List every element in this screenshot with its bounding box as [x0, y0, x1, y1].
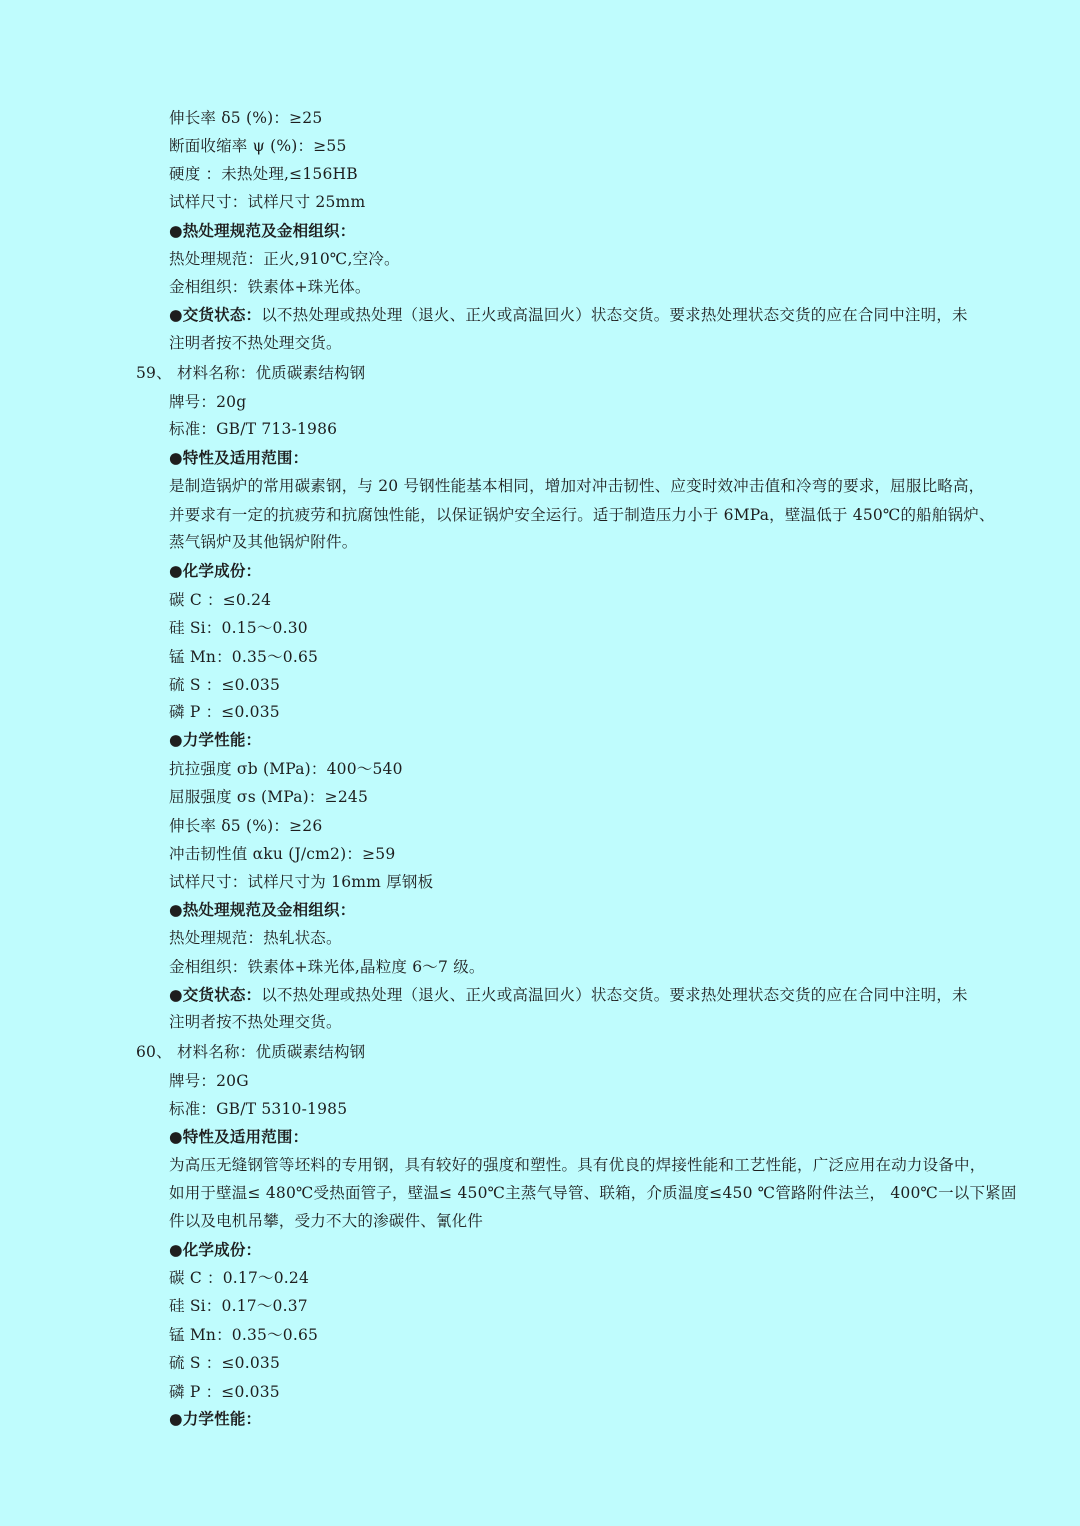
text-line: 硅 Si：0.15～0.30 [169, 619, 308, 637]
section-heading: ●化学成份： [169, 1240, 262, 1259]
paragraph-text: 如用于壁温≤ 480℃受热面管子，壁温≤ 450℃主蒸气导管、联箱，介质温度≤450 ℃管路附件法兰， 400℃一以下紧固 [169, 1184, 1017, 1202]
text-line: 牌号：20G [169, 1072, 249, 1090]
item-number-title: 60、 材料名称：优质碳素结构钢 [136, 1043, 366, 1061]
section-heading: ●交货状态： [169, 305, 262, 324]
text-line: 标准：GB/T 5310-1985 [169, 1100, 348, 1118]
text-line: 冲击韧性值 αku (J/cm2)：≥59 [169, 845, 396, 863]
text-line [169, 985, 968, 1005]
text-line: 硫 S ：≤0.035 [169, 676, 281, 694]
section-heading: ●化学成份： [169, 561, 262, 580]
text-line: 牌号：20g [169, 393, 247, 411]
text-line: 屈服强度 σs (MPa)：≥245 [169, 788, 369, 806]
paragraph-text: 并要求有一定的抗疲劳和抗腐蚀性能，以保证锅炉安全运行。适于制造压力小于 6MPa，壁温低于 450℃的船舶锅炉、 [169, 506, 995, 524]
text-line: 标准：GB/T 713-1986 [169, 420, 338, 438]
text-line: 碳 C ：≤0.24 [169, 591, 272, 609]
paragraph-text: 以不热处理或热处理（退火、正火或高温回火）状态交货。要求热处理状态交货的应在合同中注明，未 [261, 306, 968, 324]
section-heading: ●力学性能： [169, 730, 262, 749]
text-line: 试样尺寸：试样尺寸为 16mm 厚钢板 [169, 873, 434, 891]
text-line: 锰 Mn：0.35～0.65 [169, 648, 319, 666]
text-line: 磷 P ：≤0.035 [169, 703, 280, 721]
section-heading: ●特性及适用范围： [169, 448, 309, 467]
paragraph-text: 件以及电机吊攀，受力不大的渗碳件、氰化件 [169, 1212, 484, 1230]
text-line: 注明者按不热处理交货。 [169, 1013, 342, 1031]
paragraph-text: 蒸气锅炉及其他锅炉附件。 [169, 533, 358, 551]
section-heading: ●特性及适用范围： [169, 1127, 309, 1146]
text-line: 硬度 ：未热处理,≤156HB [169, 165, 358, 183]
paragraph-text: 为高压无缝钢管等坯料的专用钢，具有较好的强度和塑性。具有优良的焊接性能和工艺性能，广泛应用在动力设备中， [169, 1156, 986, 1174]
text-line: 金相组织：铁素体+珠光体。 [169, 278, 371, 296]
text-line: 硅 Si：0.17～0.37 [169, 1297, 308, 1315]
text-line: 抗拉强度 σb (MPa)：400～540 [169, 760, 403, 778]
text-line: 锰 Mn：0.35～0.65 [169, 1326, 319, 1344]
text-line: 试样尺寸：试样尺寸 25mm [169, 193, 366, 211]
text-line: 热处理规范：热轧状态。 [169, 929, 342, 947]
text-line [169, 305, 968, 325]
text-line: 热处理规范：正火,910℃,空冷。 [169, 250, 400, 268]
text-line: 磷 P ：≤0.035 [169, 1383, 280, 1401]
section-heading: ●交货状态： [169, 985, 262, 1004]
item-number-title: 59、 材料名称：优质碳素结构钢 [136, 364, 366, 382]
paragraph-text: 以不热处理或热处理（退火、正火或高温回火）状态交货。要求热处理状态交货的应在合同中注明，未 [261, 986, 968, 1004]
text-line: 注明者按不热处理交货。 [169, 334, 342, 352]
text-line: 断面收缩率 ψ (%)：≥55 [169, 137, 347, 155]
text-line: 伸长率 δ5 (%)：≥26 [169, 817, 323, 835]
text-line: 碳 C ：0.17～0.24 [169, 1269, 310, 1287]
text-line: 金相组织：铁素体+珠光体,晶粒度 6～7 级。 [169, 958, 485, 976]
paragraph-text: 是制造锅炉的常用碳素钢，与 20 号钢性能基本相同，增加对冲击韧性、应变时效冲击值和冷弯的要求，屈服比略高， [169, 477, 985, 495]
section-heading: ●热处理规范及金相组织： [169, 221, 356, 240]
text-line: 硫 S ：≤0.035 [169, 1354, 281, 1372]
section-heading: ●热处理规范及金相组织： [169, 900, 356, 919]
section-heading: ●力学性能： [169, 1409, 262, 1428]
text-line: 伸长率 δ5 (%)：≥25 [169, 109, 323, 127]
